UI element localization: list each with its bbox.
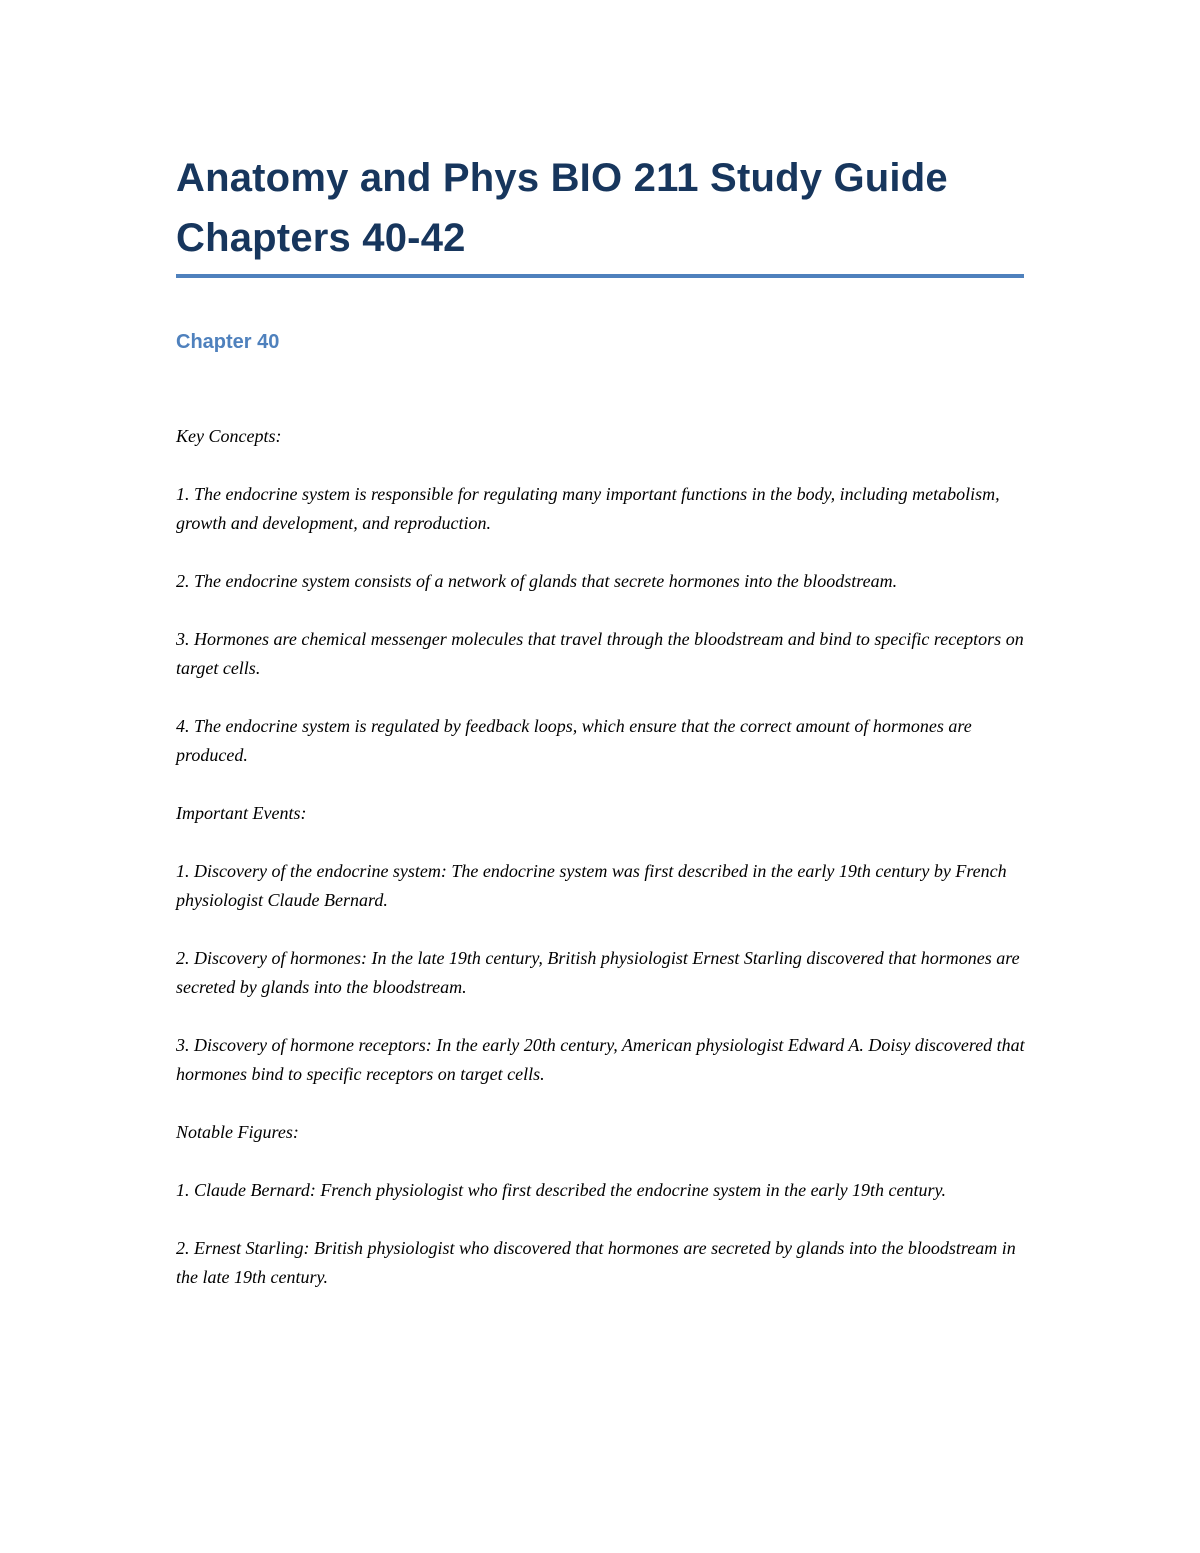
document-body (176, 422, 1026, 1292)
important-event-item: 3. Discovery of hormone receptors: In the early 20th century, American physiologist Edward A. Doisy discovered that hormones bind to specific receptors on target cells. (176, 1035, 1025, 1084)
title-underline-divider (176, 274, 1024, 278)
important-events-label: Important Events: (176, 803, 307, 823)
notable-figure-item: 2. Ernest Starling: British physiologist who discovered that hormones are secreted by glands into the bloodstream in the late 19th century. (176, 1238, 1016, 1287)
document-page (176, 148, 1026, 1292)
key-concepts-label: Key Concepts: (176, 426, 282, 446)
title-line-1: Anatomy and Phys BIO 211 Study Guide (176, 156, 948, 200)
important-event-item: 2. Discovery of hormones: In the late 19th century, British physiologist Ernest Starling discovered that hormones are secreted by glands into the bloodstream. (176, 948, 1020, 997)
key-concept-item: 2. The endocrine system consists of a network of glands that secrete hormones into the bloodstream. (176, 571, 898, 591)
document-title (176, 148, 1026, 268)
key-concept-item: 1. The endocrine system is responsible for regulating many important functions in the body, including metabolism, growth and development, and reproduction. (176, 484, 1000, 533)
title-line-2: Chapters 40-42 (176, 216, 466, 260)
notable-figures-label: Notable Figures: (176, 1122, 299, 1142)
notable-figure-item: 1. Claude Bernard: French physiologist who first described the endocrine system in the early 19th century. (176, 1180, 947, 1200)
key-concept-item: 4. The endocrine system is regulated by feedback loops, which ensure that the correct amount of hormones are produced. (176, 716, 972, 765)
key-concept-item: 3. Hormones are chemical messenger molecules that travel through the bloodstream and bind to specific receptors on target cells. (176, 629, 1024, 678)
important-event-item: 1. Discovery of the endocrine system: The endocrine system was first described in the early 19th century by French physiologist Claude Bernard. (176, 861, 1007, 910)
chapter-heading: Chapter 40 (176, 331, 280, 353)
